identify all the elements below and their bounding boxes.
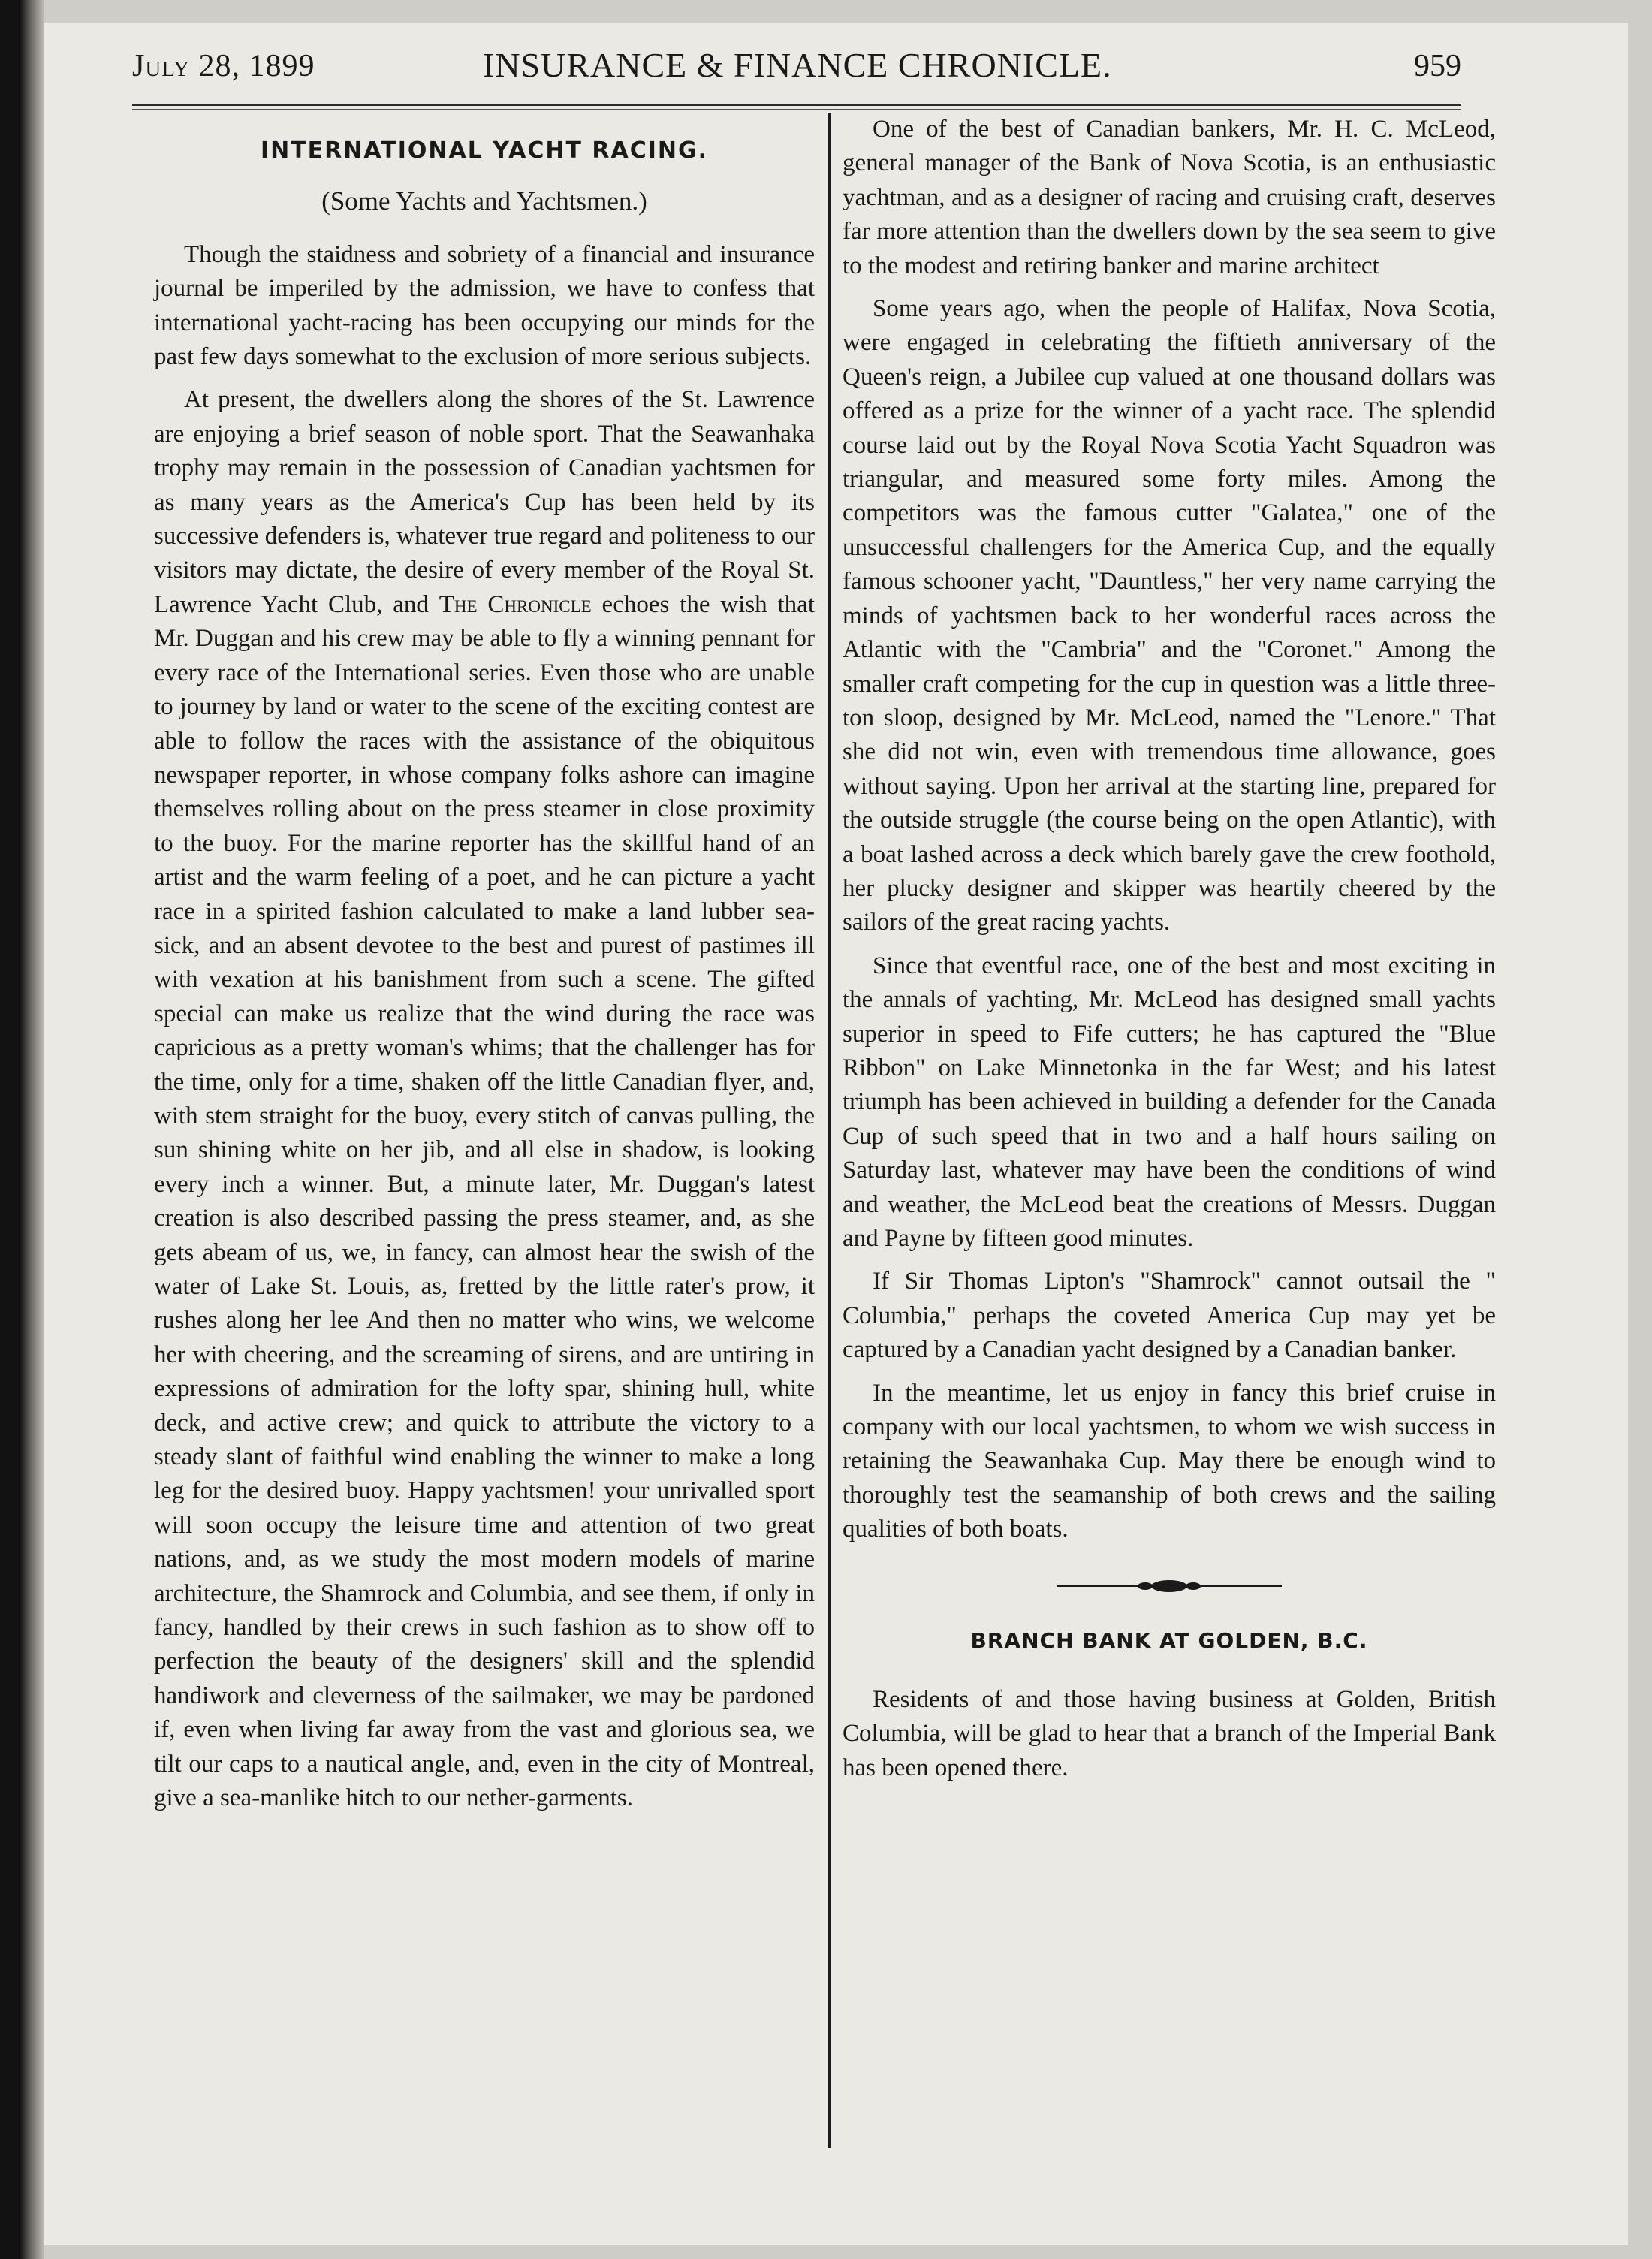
column-right (843, 113, 1496, 1794)
article-paragraph (154, 383, 815, 1815)
header-rule-thin (132, 109, 1461, 110)
column-divider (828, 113, 831, 2148)
article-paragraph: Since that eventful race, one of the best and most exciting in the annals of yachting, Mr. McLeod has designed small yachts superior in speed to Fife cutters; he has captured the "Blue Ribbon" on Lake Minnetonka in the far West; and his latest triumph has been achieved in building a defender for the Canada Cup of such speed that in two and a half hours sailing on Saturday last, whatever may have been the conditions of wind and weather, the McLeod beat the creations of Messrs. Duggan and Payne by fifteen good minutes. (843, 952, 1496, 1252)
article-paragraph: Residents of and those having business at Golden, British Columbia, will be glad to hear that a branch of the Imperial Bank has been opened there. (843, 1686, 1496, 1781)
article-paragraph: One of the best of Canadian bankers, Mr. H. C. McLeod, general manager of the Bank of Nova Scotia, is an enthusiastic yachtman, and as a designer of racing and cruising craft, deserves far more attention than the dwellers down by the sea seem to give to the modest and retiring banker and marine architect (843, 116, 1496, 279)
article-subheadline: (Some Yachts and Yachtsmen.) (321, 186, 647, 216)
paragraph-text: echoes the wish that Mr. Duggan and his crew may be able to fly a winning pennant for every race of the International series. Even those who are unable to journey by land or water to the scene of the exciting contest are able to follow the races with the assistance of the obiquitous newspaper reporter, in whose company folks ashore can imagine themselves rolling about on the press steamer in close proximity to the buoy. For the marine reporter has the skillful hand of an artist and the warm feeling of a poet, and he can picture a yacht race in a spirited fashion calculated to make a land lubber sea-sick, and an absent devotee to the best and purest of pastimes ill with vexation at his banishment from such a scene. The gifted special can make us realize that the wind during the race was capricious as a pretty woman's whims; that the challenger has for the time, only for a time, shaken off the little Canadian flyer, and, with stem straight for the buoy, every stitch of canvas pulling, the sun shining white on her jib, and all else in shadow, is looking every inch a winner. But, a minute later, Mr. Duggan's latest creation is also described passing the press steamer, and, as she gets abeam of us, we, in fancy, can almost hear the swish of the water of Lake St. Louis, as, fretted by the little rater's prow, it rushes along her lee And then no matter who wins, we welcome her with cheering, and the screaming of sirens, and are untiring in expressions of admiration for the lofty spar, shining hull, white deck, and active crew; and quick to attribute the victory to a steady slant of faithful wind enabling the winner to make a long leg for the desired buoy. Happy yachtsmen! your unrivalled sport will soon occupy the leisure time and attention of two great nations, and, as we study the most modern models of marine architecture, the Shamrock and Columbia, and see them, if only in fancy, handled by their crews in such fashion as to show off to perfection the beauty of the designers' skill and the splendid handiwork and cleverness of the sailmaker, we may be pardoned if, even when living far away from the vast and glorious sea, we tilt our caps to a nautical angle, and, even in the city of Montreal, give a sea-manlike hitch to our nether-garments. (154, 590, 815, 1812)
article-paragraph: In the meantime, let us enjoy in fancy this brief cruise in company with our local yachtsmen, to whom we wish success in retaining the Seawanhaka Cup. May there be enough wind to thoroughly test the seamanship of both crews and the sailing qualities of both boats. (843, 1379, 1496, 1543)
publication-name: The Chronicle (439, 590, 592, 618)
header-rule (132, 104, 1461, 106)
publication-title: INSURANCE & FINANCE CHRONICLE. (483, 46, 1112, 84)
article-headline: INTERNATIONAL YACHT RACING. (260, 137, 709, 164)
issue-date: July 28, 1899 (132, 49, 315, 83)
scan-edge (0, 0, 44, 2259)
section-ornament (1057, 1576, 1282, 1597)
article-paragraph: If Sir Thomas Lipton's "Shamrock" cannot outsail the " Columbia," perhaps the coveted America Cup may yet be captured by a Canadian yacht designed by a Canadian banker. (843, 1268, 1496, 1364)
article-headline: BRANCH BANK AT GOLDEN, B.C. (970, 1627, 1368, 1653)
column-left (154, 113, 815, 1825)
page-number: 959 (1414, 49, 1461, 83)
article-paragraph: Though the staidness and sobriety of a financial and insurance journal be imperiled by the admission, we have to confess that international yacht-racing has been occupying our minds for the past few days somewhat to the exclusion of more serious subjects. (154, 240, 815, 371)
article-paragraph: Some years ago, when the people of Halifax, Nova Scotia, were engaged in celebrating the fiftieth anniversary of the Queen's reign, a Jubilee cup valued at one thousand dollars was offered as a prize for the winner of a yacht race. The splendid course laid out by the Royal Nova Scotia Yacht Squadron was triangular, and measured some forty miles. Among the competitors was the famous cutter "Galatea," one of the unsuccessful challengers for the America Cup, and the equally famous schooner yacht, "Dauntless," her very name carrying the minds of yachtsmen back to her wonderful races across the Atlantic with the "Cambria" and the "Coronet." Among the smaller craft competing for the cup in question was a little three-ton sloop, designed by Mr. McLeod, named the "Lenore." That she did not win, even with tremendous time allowance, goes without saying. Upon her arrival at the starting line, prepared for the outside struggle (the course being on the open Atlantic), with a boat lashed across a deck which barely gave the crew foothold, her plucky designer and skipper was heartily cheered by the sailors of the great racing yachts. (843, 295, 1496, 936)
paragraph-text: At present, the dwellers along the shores of the St. Lawrence are enjoying a brief season of noble sport. That the Seawanhaka trophy may remain in the possession of Canadian yachtsmen for as many years as the America's Cup has been held by its successive defenders is, whatever true regard and politeness to our visitors may dictate, the desire of every member of the Royal St. Lawrence Yacht Club, and (154, 386, 815, 618)
page-header (132, 44, 1461, 96)
